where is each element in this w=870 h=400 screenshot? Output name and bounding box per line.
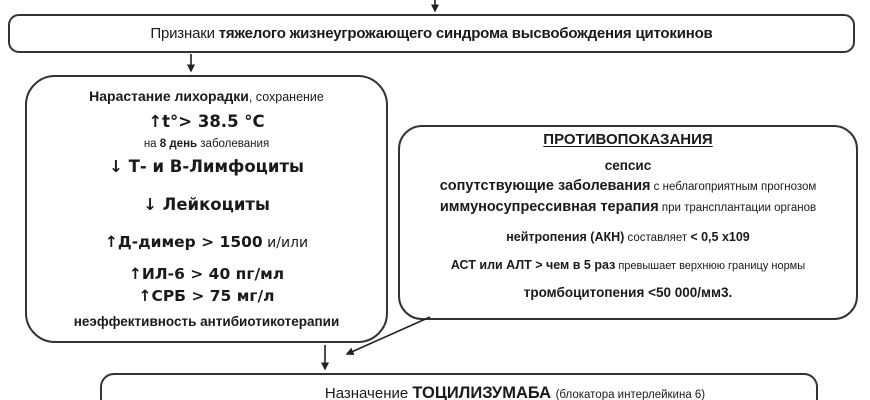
fever-bold: Нарастание лихорадки [89, 88, 249, 104]
signs-prefix: Признаки [150, 25, 219, 42]
criteria-line-temperature: ↑t°> 38.5 °C [148, 112, 265, 131]
criteria-line-leukocytes: ↓ Лейкоциты [143, 195, 270, 214]
day-bold: 8 день [159, 138, 198, 150]
contraindications-box [398, 125, 858, 320]
criteria-line-il6: ↑ИЛ-6 > 40 пг/мл [128, 265, 285, 283]
criteria-line-ddimer [27, 234, 386, 252]
immuno-bold: иммуносупрессивная терапия [439, 199, 659, 215]
day-post: заболевания [197, 138, 270, 150]
criteria-box [25, 75, 388, 343]
treatment-box [100, 373, 818, 400]
criteria-line-fever [27, 89, 386, 105]
treatment-note: (блокатора интерлейкина 6) [555, 389, 706, 400]
criteria-line-lymphocytes: ↓ Т- и В-Лимфоциты [109, 157, 304, 176]
neutro-bold: нейтропения (АКН) [506, 230, 625, 244]
criteria-line-crb: ↑СРБ > 75 мг/л [138, 287, 275, 305]
treatment-line [102, 384, 816, 400]
comorbid-bold: сопутствующие заболевания [439, 178, 651, 194]
contra-title: ПРОТИВОПОКАЗАНИЯ [543, 131, 713, 148]
treatment-prefix: Назначение [324, 385, 413, 400]
ddimer-rest: и/или [262, 235, 309, 251]
immuno-rest: при трансплантации органов [658, 202, 817, 214]
neutro-value: < 0,5 х109 [690, 230, 750, 244]
contra-line-thrombocytopenia: тромбоцитопения <50 000/мм3. [523, 285, 733, 300]
contra-line-comorbid [400, 178, 856, 194]
comorbid-rest: с неблагоприятным прогнозом [650, 181, 817, 193]
ast-rest: превышает верхнюю границу нормы [615, 260, 806, 272]
treatment-drug: ТОЦИЛИЗУМАБА [412, 384, 556, 400]
contra-line-neutropenia [400, 230, 856, 245]
signs-text [150, 25, 712, 42]
fever-rest: , сохранение [248, 90, 324, 104]
contra-line-immuno [400, 199, 856, 215]
criteria-line-day [27, 138, 386, 151]
day-pre: на [143, 138, 160, 150]
contra-line-sepsis: сепсис [604, 158, 652, 173]
signs-emphasis: тяжелого жизнеугрожающего синдрома высвобождения цитокинов [218, 25, 713, 42]
ast-bold: АСТ или АЛТ > чем в 5 раз [450, 258, 616, 272]
ddimer-bold: ↑Д-димер > 1500 [104, 233, 263, 251]
criteria-line-antibiotics: неэффективность антибиотикотерапии [73, 314, 340, 329]
neutro-mid: составляет [624, 232, 691, 244]
signs-box [8, 14, 855, 53]
contra-line-ast-alt [400, 258, 856, 272]
